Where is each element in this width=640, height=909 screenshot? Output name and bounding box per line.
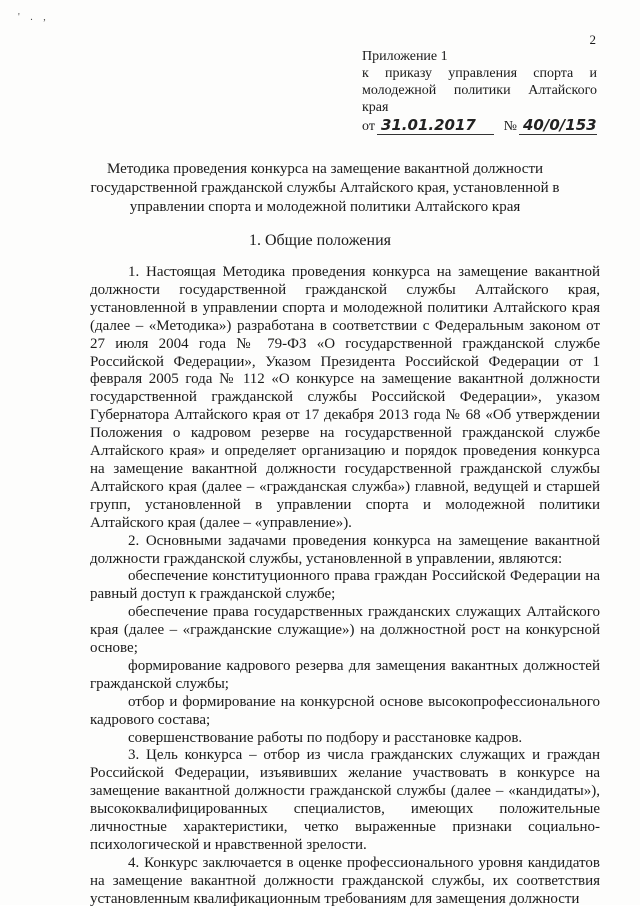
paragraph: отбор и формирование на конкурсной основе высокопрофессионального кадрового состава; [90,693,600,728]
scan-marks: ' . , [18,12,50,23]
paragraph: совершенствование работы по подбору и расстановке кадров. [128,729,523,746]
paragraph: обеспечение конституционного права граждан Российской Федерации на равный доступ к гражданской службе; [90,568,600,603]
paragraph: 2. Основными задачами проведения конкурса на замещение вакантной должности гражданской службы, установленной в управлении, являются: [90,532,600,567]
paragraph: 4. Конкурс заключается в оценке профессионального уровня кандидатов на замещение вакантной должности гражданской службы, их соответствия установленным квалификационным требованиям для замещения должности [90,854,600,907]
appendix-department: молодежной политики Алтайского [362,83,597,98]
appendix-order-ref: к приказу управления спорта и [362,66,597,81]
number-label: № [503,119,517,134]
document-body [90,264,600,909]
paragraph: формирование кадрового резерва для замещения вакантных должностей гражданской службы; [90,657,600,692]
handwritten-order-number: 40/0/153 [519,117,597,135]
order-date-number-line [362,117,597,135]
handwritten-date: 31.01.2017 [377,117,494,135]
paragraph: 1. Настоящая Методика проведения конкурса на замещение вакантной должности государственной гражданской службы Алтайского края, установленной в управлении спорта и молодежной политики Алтайского края (далее – «Методика») разработана в соответствии с Федеральным законом от 27 июля 2004 года № 79-ФЗ «О государственной гражданской службе Российской Федерации», Указом Президента Российской Федерации от 1 февраля 2005 года № 112 «О конкурсе на замещение вакантной должности государственной гражданской службы Российской Федерации», указом Губернатора Алтайского края от 17 декабря 2013 года № 68 «Об утверждении Положения о кадровом резерве на государственной гражданской службе Алтайского края» и определяет организацию и порядок проведения конкурса на замещение вакантной должности государственной гражданской службы Алтайского края (далее – «гражданская служба») главной, ведущей и старшей групп, установленной в управлении спорта и молодежной политики Алтайского края (далее – «управление»). [90,264,600,531]
date-label: от [362,119,375,134]
section-heading: 1. Общие положения [248,232,392,249]
paragraph: 3. Цель конкурса – отбор из числа гражданских служащих и граждан Российской Федерации, изъявивших желание участвовать в конкурсе на замещение вакантной должности гражданской службы (далее – «кандидаты»), высококвалифицированных специалистов, имеющих положительные личностные характеристики, четко выраженные признаки социально-психологической и нравственной зрелости. [90,747,600,853]
appendix-title: Приложение 1 [362,49,448,64]
page-number: 2 [589,32,596,47]
document-title: Методика проведения конкурса на замещение вакантной должности государственной гражданской службы Алтайского края, установленной в управлении спорта и молодежной политики Алтайского края [90,161,560,215]
paragraph: обеспечение права государственных гражданских служащих Алтайского края (далее – «гражданские служащие») на должностной рост на конкурсной основе; [90,604,600,657]
appendix-region: края [362,100,389,115]
appendix-block [362,48,597,135]
